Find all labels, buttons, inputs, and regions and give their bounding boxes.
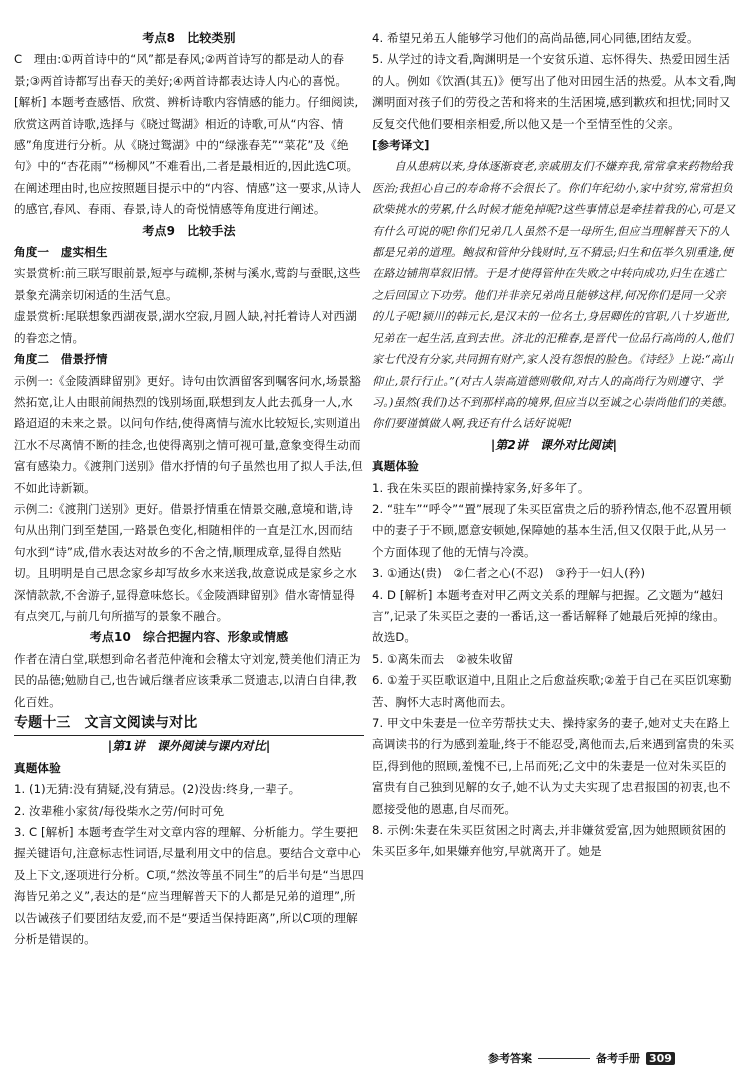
footer-label: 参考答案 — [488, 1052, 532, 1065]
answer-item: 8. 示例:朱妻在朱买臣贫困之时离去,并非嫌贫爱富,因为她照顾贫困的朱买臣多年,如果嫌弃他穷,早就离开了。她是 — [372, 823, 727, 859]
answer-item: 6. ①羞于买臣歌讴道中,且阻止之后愈益疾歌;②羞于自己在买臣饥寒勤苦、胸怀大志时离他而去。 — [372, 673, 732, 709]
text-paragraph: 作者在清白堂,联想到命名者范仲淹和会稽太守刘宠,赞美他们清正为民的品德;勉励自己,也告诫后继者应该秉承二贤遗志,以清白自律,教化百姓。 — [14, 651, 361, 709]
answer-item: 3. C [解析] 本题考查学生对文章内容的理解、分析能力。学生要把握关键语句,注意标志性词语,尽量利用文中的信息。要结合文章中心及上下文,逐项进行分析。C项,“然汝等虽不同生”的后半句是“当思四海皆兄弟之义”,表达的是“应当理解普天下的人都是兄弟的道理”,所以告诫孩子们要团结友爱,而不是“要适当保持距离”,所以C项的理解分析是错误的。 — [14, 825, 364, 947]
subheading: 真题体验 — [14, 760, 61, 775]
footer-rule — [538, 1058, 590, 1059]
answer-item: 4. D [解析] 本题考查对甲乙两文关系的理解与把握。乙文题为“越妇言”,记录了朱买臣之妻的一番话,这一番话解释了她最后死掉的缘由。故选D。 — [372, 587, 725, 645]
answer-item: 7. 甲文中朱妻是一位辛劳帮扶丈夫、操持家务的妻子,她对丈夫在路上高调读书的行为感到羞耻,终于不能忍受,离他而去,后来遇到富贵的朱买臣,得到他的照顾,羞愧不已,上吊而死;乙文中的朱妻是一位对朱买臣的富贵有自己独到见解的女子,她不认为丈夫实现了忠君报国的初衷,也不愿接受他的恩惠,自尽而死。 — [372, 716, 735, 816]
translation-text: 自从患病以来,身体逐渐衰老,亲戚朋友们不嫌弃我,常常拿来药物给我医治;我担心自己的寿命将不会很长了。你们年纪幼小,家中贫穷,常常担负砍柴挑水的劳累,什么时候才能免掉呢?这些事情总是牵挂着我的心,可是又有什么可说的呢!你们兄弟几人虽然不是一母所生,但应当理解普天下的人都是兄弟的道理。鲍叔和管仲分钱财时,互不猜忌;归生和伍举久别重逢,便在路边铺荆草叙旧情。于是才使得管仲在失败之中转向成功,归生在逃亡之后回国立下功劳。他们并非亲兄弟尚且能够这样,何况你们是同一父亲的儿子呢!颍川的韩元长,是汉末的一位名士,身居卿佐的官职,八十岁逝世,兄弟在一起生活,直到去世。济北的汜稚春,是晋代一位品行高尚的人,他们家七代没有分家,共同拥有财产,家人没有怨恨的脸色。《诗经》上说:“高山仰止,景行行止。”(对古人崇高道德则敬仰,对古人的高尚行为则遵守、学习。)虽然(我们)达不到那样高的境界,但应当以至诚之心崇尚他们的美德。你们要谨慎做人啊,我还有什么话好说呢! — [372, 160, 736, 431]
analysis-paragraph: [解析] 本题考查感悟、欣赏、辨析诗歌内容情感的能力。仔细阅读,欣赏这两首诗歌,选择与《晓过鸳湖》相近的诗歌,可从“内容、情感”角度进行分析。从《晓过鸳湖》中的“绿涨春芜”“菜花”及《绝句》中的“杏花雨”“杨柳风”不难看出,二者是最相近的,因此选C项。在阐述理由时,也应按照题目提示中的“内容、情感”这一要求,从诗人的感官,春风、春雨、春景,诗人的奇悦情感等角度进行阐述。 — [14, 95, 362, 217]
page-footer — [488, 1050, 675, 1066]
left-column — [14, 28, 364, 950]
reference-translation — [372, 156, 736, 434]
lecture-heading: |第1讲 课外阅读与课内对比| — [107, 739, 271, 754]
lecture-heading: |第2讲 课外对比阅读| — [490, 437, 618, 452]
text-paragraph: 示例二:《渡荆门送别》更好。借景抒情重在情景交融,意境和谐,诗句从出荆门到至楚国,一路景色变化,相随相伴的一直是江水,因而结句水到“诗”成,借水表达对故乡的不舍之情,顺理成章,显得自然贴切。且明明是自己思念家乡却写故乡水来送我,故意说成是家乡之水深情款款,不舍游子,显得意味悠长。《金陵酒肆留别》借水寄情显得有点突兀,与前几句所描写的景象不融合。 — [14, 501, 357, 623]
answer-item: 1. (1)无猜:没有猜疑,没有猜忌。(2)没齿:终身,一辈子。 — [14, 782, 301, 797]
text-paragraph: 实景赏析:前三联写眼前景,短亭与疏柳,茶树与溪水,莺韵与蚕眠,这些景象充满亲切闲适的生活气息。 — [14, 266, 361, 302]
answer-item: 4. 希望兄弟五人能够学习他们的高尚品德,同心同德,团结友爱。 — [372, 31, 699, 45]
subheading: 角度二 借景抒情 — [14, 352, 108, 367]
subheading: [参考译文] — [372, 138, 430, 153]
answer-item: 1. 我在朱买臣的跟前操持家务,好多年了。 — [372, 480, 590, 495]
text-paragraph: 示例一:《金陵酒肆留别》更好。诗句由饮酒留客到嘱客问水,场景豁然拓宽,让人由眼前闹热烈的饯别场面,联想到友人此去孤身一人,水路迢迢的未来之景。以问句作结,使得离情与流水比较短长,实则道出江水不尽离情不断的挂念,也使得离别之情可视可量,意象变得生动而富有感染力。《渡荆门送别》借水抒情的句子虽然也用了拟人手法,但不如此诗新颖。 — [14, 373, 363, 495]
answer-paragraph: C 理由:①两首诗中的“风”都是春风;②两首诗写的都是动人的春景;③两首诗都写出春天的美好;④两首诗都表达诗人内心的喜悦。 — [14, 52, 348, 88]
answer-item: 3. ①通达(贵) ②仁者之心(不忍) ③矜于一妇人(矜) — [372, 566, 646, 581]
answer-item: 2. 汝辈稚小家贫/每役柴水之劳/何时可免 — [14, 803, 225, 818]
subheading: 真题体验 — [372, 459, 419, 474]
section-heading: 考点9 比较手法 — [142, 223, 236, 238]
answer-item: 5. ①离朱而去 ②被朱收留 — [372, 651, 514, 666]
footer-label: 备考手册 — [596, 1052, 640, 1065]
section-heading: 考点10 综合把握内容、形象或情感 — [89, 630, 289, 645]
section-heading: 考点8 比较类别 — [142, 31, 236, 45]
text-paragraph: 虚景赏析:尾联想象西湖夜景,湖水空寂,月圆人缺,衬托着诗人对西湖的眷恋之情。 — [14, 309, 357, 345]
subheading: 角度一 虚实相生 — [14, 245, 108, 260]
answer-item: 5. 从学过的诗文看,陶渊明是一个安贫乐道、忘怀得失、热爱田园生活的人。例如《饮酒(其五)》便写出了他对田园生活的热爱。从本文看,陶渊明面对孩子们的劳役之苦和将来的生活困境,感到歉疚和担忧;同时又反复交代他们要相亲相爱,所以他又是一个至情至性的父亲。 — [372, 52, 736, 131]
answer-item: 2. “驻车”“呼令”“置”展现了朱买臣富贵之后的骄矜情态,他不忍置用顿中的妻子于不顾,愿意安顿她,保障她的基本生活,但又仅限于此,从另一个方面体现了他的无情与冷漠。 — [372, 501, 732, 559]
topic-heading: 专题十三 文言文阅读与对比 — [14, 713, 364, 736]
right-column — [372, 28, 736, 863]
page-number: 309 — [646, 1052, 675, 1065]
